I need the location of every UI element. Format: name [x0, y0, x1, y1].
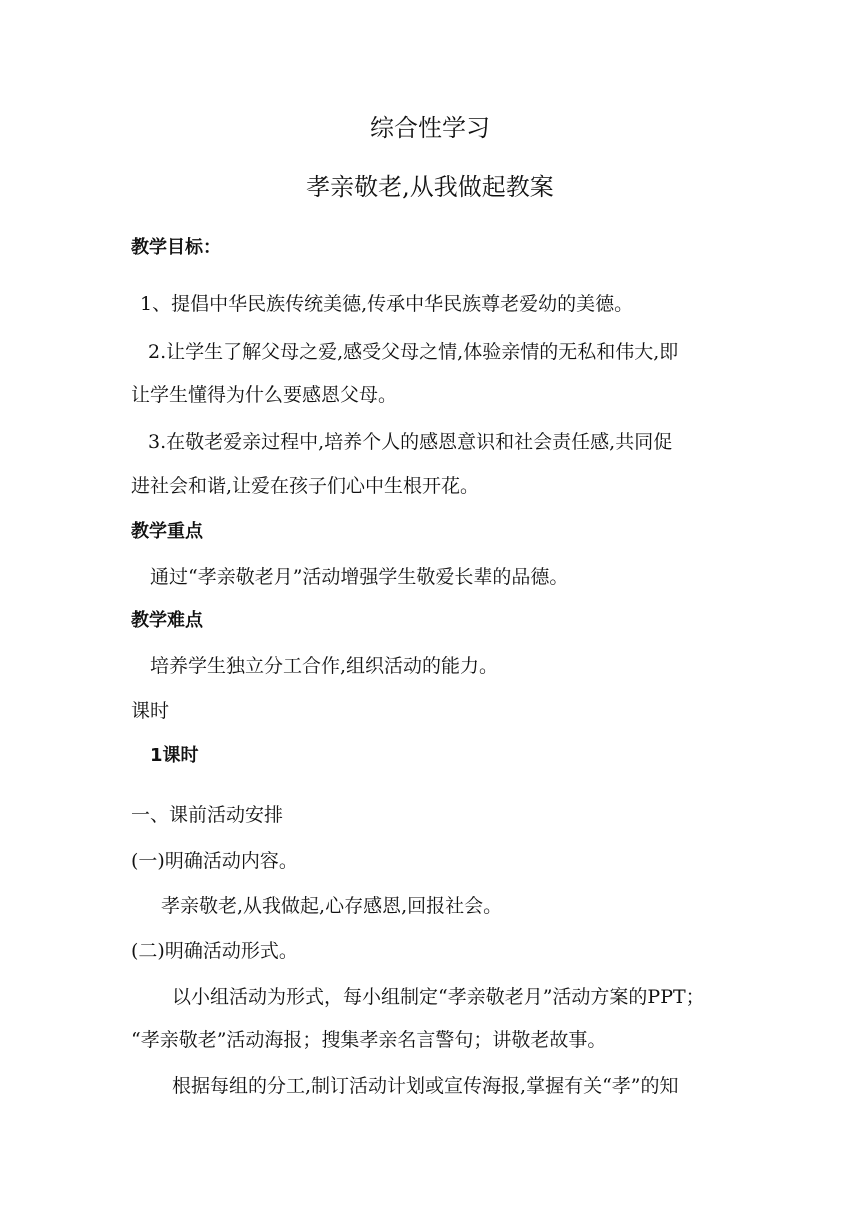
difficulties-heading: 教学难点 — [131, 610, 203, 631]
key-points-heading: 教学重点 — [131, 521, 203, 542]
objectives-heading: 教学目标： — [131, 237, 221, 258]
key-points-text: 通过“孝亲敬老月”活动增强学生敬爱长辈的品德。 — [150, 566, 569, 588]
section-heading-1: 一、课前活动安排 — [131, 804, 284, 826]
subsection-2-line-2: “孝亲敬老”活动海报；搜集孝亲名言警句；讲敬老故事。 — [131, 1029, 607, 1051]
objective-item-1: 1、提倡中华民族传统美德,传承中华民族尊老爱幼的美德。 — [140, 293, 634, 315]
subsection-heading-2: (二)明确活动形式。 — [131, 940, 298, 962]
period-value: 1课时 — [150, 745, 199, 766]
objective-item-3-line-2: 进社会和谐,让爱在孩子们心中生根开花。 — [131, 475, 480, 497]
subsection-heading-1: (一)明确活动内容。 — [131, 850, 298, 872]
subsection-1-text: 孝亲敬老,从我做起,心存感恩,回报社会。 — [161, 895, 503, 917]
subsection-2-line-1: 以小组活动为形式，每小组制定“孝亲敬老月”活动方案的PPT； — [172, 986, 705, 1008]
subsection-2-line-3: 根据每组的分工,制订活动计划或宣传海报,掌握有关“孝”的知 — [172, 1075, 679, 1097]
objective-item-2-line-2: 让学生懂得为什么要感恩父母。 — [131, 384, 398, 406]
difficulties-text: 培养学生独立分工合作,组织活动的能力。 — [150, 655, 499, 677]
document-subtitle: 孝亲敬老,从我做起教案 — [306, 173, 554, 201]
objective-item-3-line-1: 3.在敬老爱亲过程中,培养个人的感恩意识和社会责任感,共同促 — [148, 431, 673, 453]
document-title: 综合性学习 — [370, 114, 490, 142]
period-label: 课时 — [131, 700, 170, 722]
objective-item-2-line-1: 2.让学生了解父母之爱,感受父母之情,体验亲情的无私和伟大,即 — [148, 341, 679, 363]
